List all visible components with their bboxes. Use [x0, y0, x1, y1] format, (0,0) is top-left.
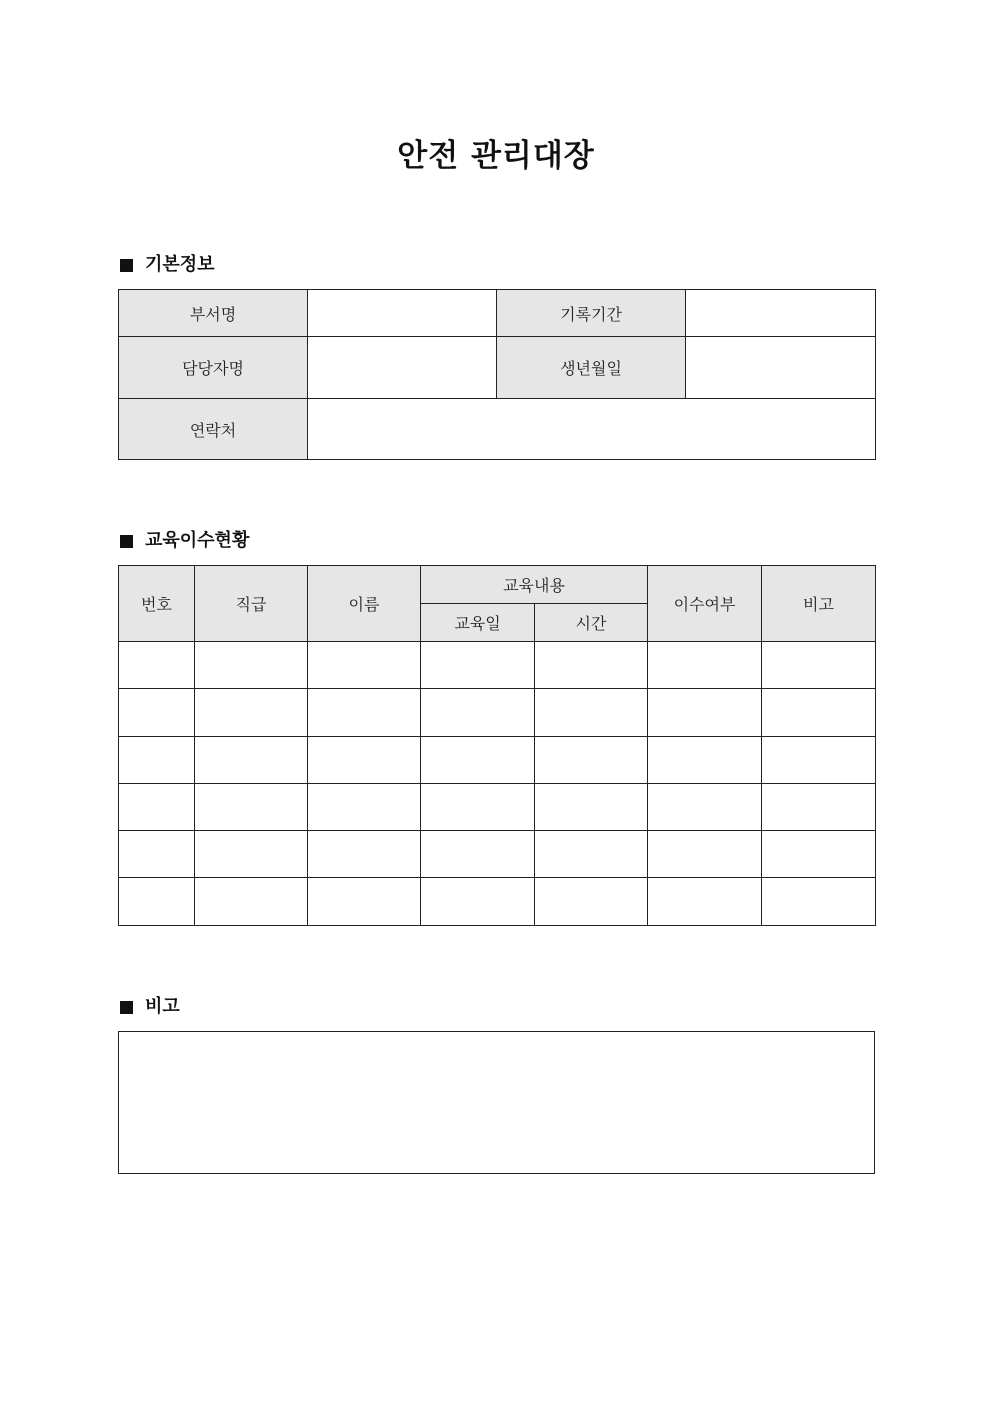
- table-row: [119, 737, 876, 784]
- cell-no[interactable]: [119, 784, 195, 831]
- cell-no[interactable]: [119, 689, 195, 737]
- header-time: 시간: [535, 604, 648, 642]
- square-bullet-icon: [120, 1001, 133, 1014]
- notes-heading: [120, 995, 180, 1019]
- cell-remarks[interactable]: [762, 737, 876, 784]
- education-heading: [120, 529, 249, 553]
- cell-name[interactable]: [308, 784, 421, 831]
- cell-remarks[interactable]: [762, 784, 876, 831]
- cell-date[interactable]: [421, 689, 535, 737]
- cell-completion[interactable]: [648, 689, 762, 737]
- basic-info-row: [119, 337, 876, 399]
- cell-position[interactable]: [195, 689, 308, 737]
- cell-remarks[interactable]: [762, 831, 876, 878]
- cell-remarks[interactable]: [762, 689, 876, 737]
- cell-date[interactable]: [421, 878, 535, 926]
- cell-date[interactable]: [421, 737, 535, 784]
- cell-time[interactable]: [535, 642, 648, 689]
- table-row: [119, 878, 876, 926]
- cell-completion[interactable]: [648, 831, 762, 878]
- square-bullet-icon: [120, 535, 133, 548]
- cell-name[interactable]: [308, 737, 421, 784]
- birthdate-label: 생년월일: [497, 337, 686, 399]
- cell-name[interactable]: [308, 689, 421, 737]
- cell-position[interactable]: [195, 878, 308, 926]
- basic-info-heading-label: 기본정보: [145, 254, 215, 275]
- header-remarks: 비고: [762, 566, 876, 642]
- record-period-field[interactable]: [686, 290, 876, 337]
- cell-time[interactable]: [535, 689, 648, 737]
- header-content: 교육내용: [421, 566, 648, 604]
- cell-time[interactable]: [535, 784, 648, 831]
- cell-name[interactable]: [308, 831, 421, 878]
- page-title: 안전 관리대장: [397, 138, 595, 174]
- cell-position[interactable]: [195, 784, 308, 831]
- header-completion: 이수여부: [648, 566, 762, 642]
- cell-date[interactable]: [421, 831, 535, 878]
- header-name: 이름: [308, 566, 421, 642]
- notes-heading-label: 비고: [145, 996, 180, 1017]
- cell-position[interactable]: [195, 737, 308, 784]
- cell-remarks[interactable]: [762, 878, 876, 926]
- department-label: 부서명: [119, 290, 308, 337]
- cell-position[interactable]: [195, 642, 308, 689]
- cell-no[interactable]: [119, 737, 195, 784]
- header-date: 교육일: [421, 604, 535, 642]
- cell-position[interactable]: [195, 831, 308, 878]
- cell-remarks[interactable]: [762, 642, 876, 689]
- cell-no[interactable]: [119, 878, 195, 926]
- cell-completion[interactable]: [648, 878, 762, 926]
- education-header-row: [119, 566, 876, 604]
- education-heading-label: 교육이수현황: [145, 530, 250, 551]
- record-period-label: 기록기간: [497, 290, 686, 337]
- header-no: 번호: [119, 566, 195, 642]
- table-row: [119, 689, 876, 737]
- cell-no[interactable]: [119, 831, 195, 878]
- contact-label: 연락처: [119, 399, 308, 460]
- cell-name[interactable]: [308, 878, 421, 926]
- header-position: 직급: [195, 566, 308, 642]
- contact-field[interactable]: [308, 399, 876, 460]
- birthdate-field[interactable]: [686, 337, 876, 399]
- cell-date[interactable]: [421, 642, 535, 689]
- cell-completion[interactable]: [648, 642, 762, 689]
- cell-date[interactable]: [421, 784, 535, 831]
- table-row: [119, 831, 876, 878]
- manager-label: 담당자명: [119, 337, 308, 399]
- department-field[interactable]: [308, 290, 497, 337]
- cell-name[interactable]: [308, 642, 421, 689]
- table-row: [119, 642, 876, 689]
- basic-info-row: [119, 399, 876, 460]
- education-table: [118, 565, 876, 926]
- basic-info-row: [119, 290, 876, 337]
- cell-completion[interactable]: [648, 737, 762, 784]
- cell-time[interactable]: [535, 737, 648, 784]
- square-bullet-icon: [120, 259, 133, 272]
- cell-time[interactable]: [535, 878, 648, 926]
- cell-completion[interactable]: [648, 784, 762, 831]
- cell-no[interactable]: [119, 642, 195, 689]
- notes-field[interactable]: [118, 1031, 875, 1174]
- cell-time[interactable]: [535, 831, 648, 878]
- manager-field[interactable]: [308, 337, 497, 399]
- basic-info-heading: [120, 253, 215, 277]
- table-row: [119, 784, 876, 831]
- basic-info-table: [118, 289, 876, 460]
